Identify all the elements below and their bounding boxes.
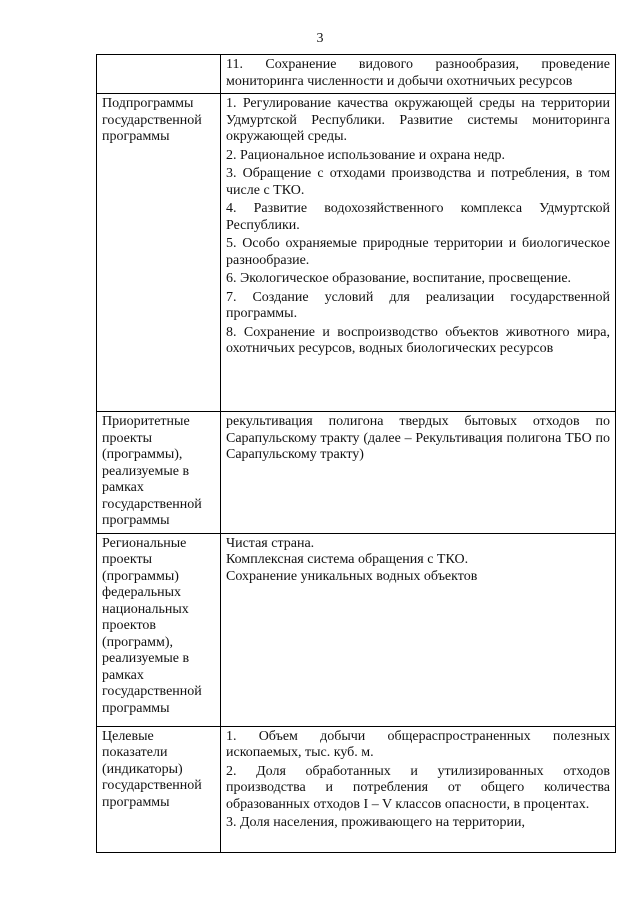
list-item: 2. Доля обработанных и утилизированных отходов производства и потребления от общего количества образованных отходов I – V классов опасности, в процентах. — [226, 763, 610, 812]
list-item: 1. Регулирование качества окружающей среды на территории Удмуртской Республики. Развитие системы мониторинга окружающей среды. — [226, 96, 610, 144]
list-item: 8. Сохранение и воспроизводство объектов животного мира, охотничьих ресурсов, водных биологических ресурсов — [226, 324, 610, 356]
row-content — [221, 94, 616, 412]
list-item: Чистая страна. — [226, 535, 315, 551]
table-row — [97, 55, 616, 94]
list-item: 11. Сохранение видового разнообразия, проведение мониторинга численности и добычи охотничьих ресурсов — [226, 57, 610, 89]
list-item: рекультивация полигона твердых бытовых отходов по Сарапульскому тракту (далее – Рекультивация полигона ТБО по Сарапульскому тракту) — [226, 414, 610, 462]
table-row — [97, 412, 616, 534]
row-label: Подпрограммы государственной программы — [97, 94, 221, 412]
list-item: 6. Экологическое образование, воспитание, просвещение. — [226, 271, 572, 286]
list-item: 1. Объем добычи общераспространенных полезных ископаемых, тыс. куб. м. — [226, 728, 610, 760]
row-content — [221, 412, 616, 534]
table-row — [97, 533, 616, 726]
row-label: Приоритетные проекты (программы), реализуемые в рамках государственной программы — [97, 412, 221, 534]
row-content — [221, 726, 616, 852]
list-item: 4. Развитие водохозяйственного комплекса Удмуртской Республики. — [226, 201, 610, 233]
row-label: Целевые показатели (индикаторы) государственной программы — [97, 726, 221, 852]
row-label: Региональные проекты (программы) федеральных национальных проектов (программ), реализуемые в рамках государственной программы — [97, 533, 221, 726]
program-passport-table — [96, 54, 616, 853]
page-number: 3 — [316, 31, 324, 46]
list-item: 2. Рациональное использование и охрана недр. — [226, 147, 505, 163]
list-item: 3. Доля населения, проживающего на территории, — [226, 815, 525, 830]
table-row — [97, 94, 616, 412]
list-item: Комплексная система обращения с ТКО. — [226, 552, 469, 567]
list-item: 7. Создание условий для реализации государственной программы. — [226, 289, 610, 321]
row-label — [97, 55, 221, 94]
row-content — [221, 55, 616, 94]
row-content — [221, 533, 616, 726]
list-item: 3. Обращение с отходами производства и потребления, в том числе с ТКО. — [226, 166, 610, 198]
list-item: Сохранение уникальных водных объектов — [226, 568, 478, 584]
table-row — [97, 726, 616, 852]
list-item: 5. Особо охраняемые природные территории и биологическое разнообразие. — [226, 236, 610, 268]
